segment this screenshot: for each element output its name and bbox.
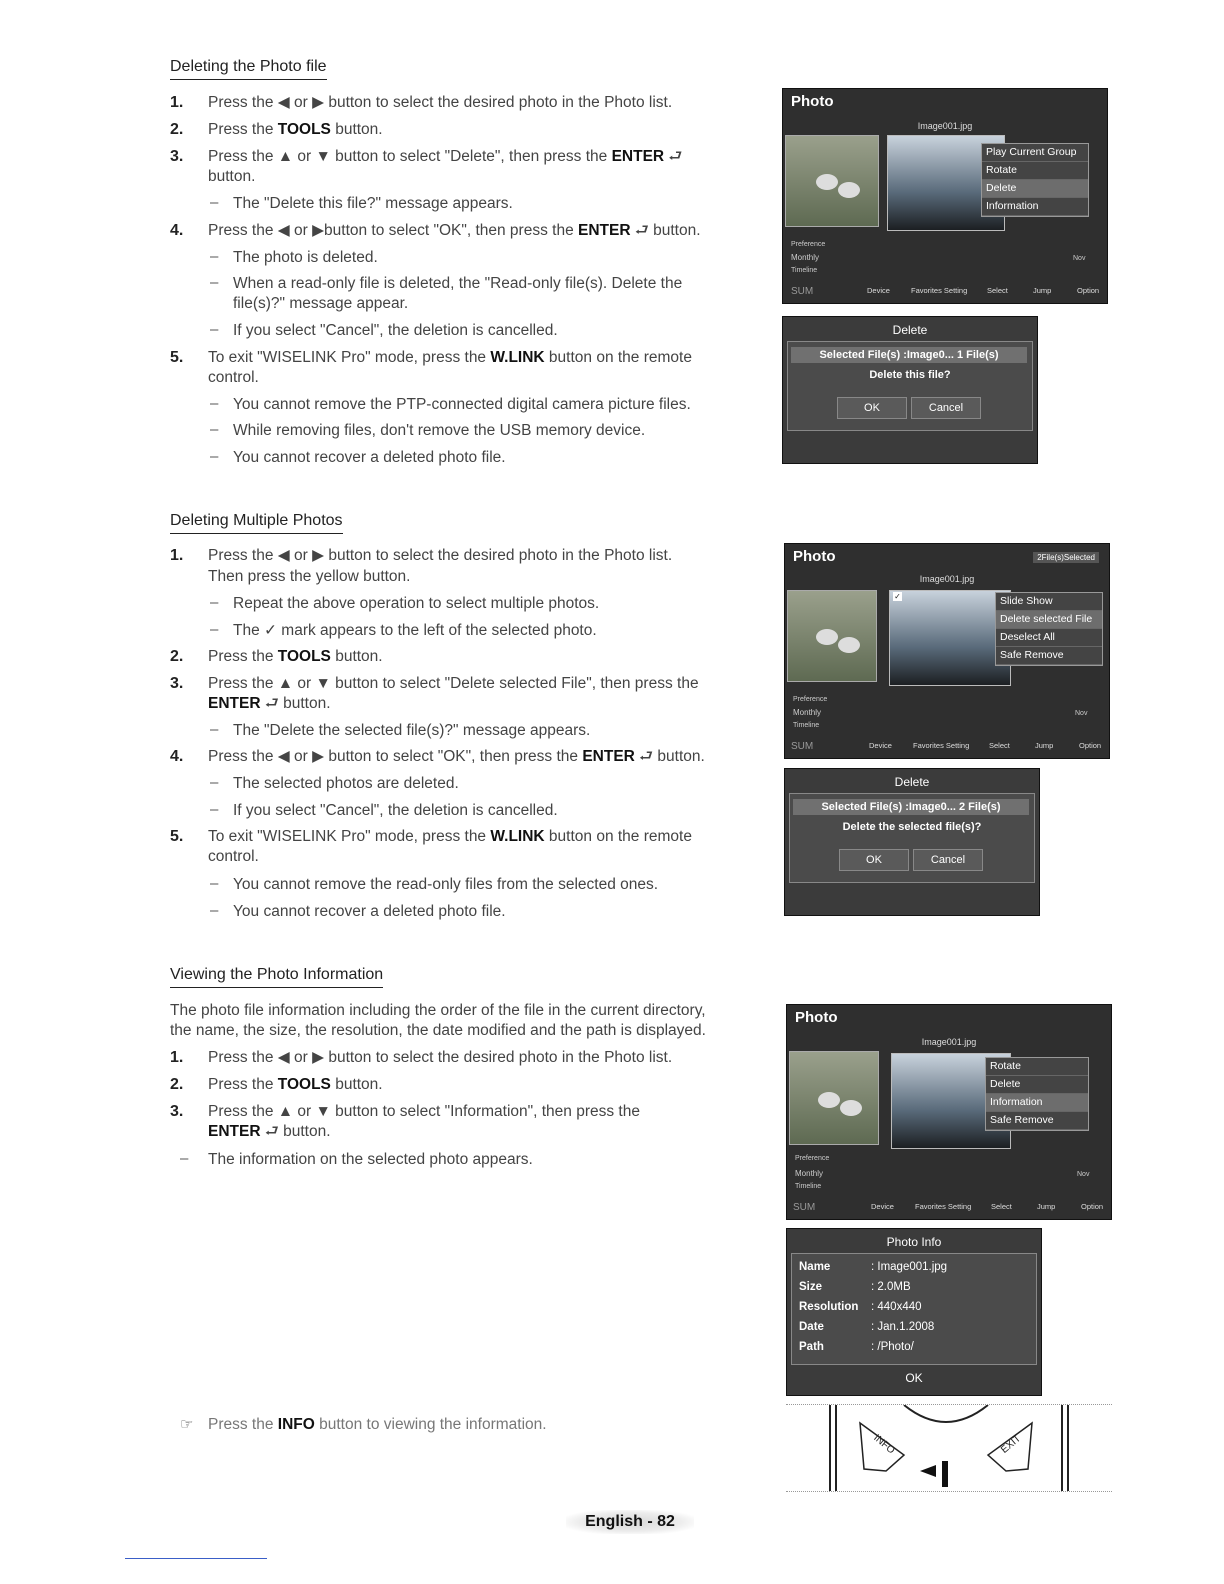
section-heading-photo-info: Viewing the Photo Information — [170, 966, 383, 988]
monthly-label: Monthly — [791, 253, 820, 262]
monthly-label: Monthly — [793, 708, 822, 717]
selected-count-badge: 2File(s)Selected — [1033, 552, 1099, 563]
section-heading-delete-photo: Deleting the Photo file — [170, 58, 327, 80]
preference-label: Preference — [791, 241, 826, 248]
exit-key-label[interactable]: EXIT — [999, 1433, 1024, 1456]
photo-thumbnail — [787, 590, 877, 682]
step-number: 3. — [170, 675, 184, 692]
delete-dialog — [784, 768, 1040, 916]
step-text: Press the ▲ or ▼ button to select "Delete selected File", then press the — [208, 675, 699, 692]
step-text: Press the ◀ or ▶ button to select the desired photo in the Photo list. — [208, 94, 673, 111]
note-dash: – — [210, 448, 219, 465]
screen-filename: Image001.jpg — [921, 1037, 977, 1047]
timeline-label: Timeline — [791, 267, 818, 274]
menu-item[interactable]: Slide Show — [996, 593, 1102, 611]
tools-menu — [981, 143, 1089, 217]
note-dash: – — [210, 721, 219, 738]
step-text: Press the ◀ or ▶ button to select the desired photo in the Photo list. — [208, 1049, 673, 1066]
note-dash: – — [210, 875, 219, 892]
menu-item[interactable]: Safe Remove — [996, 647, 1102, 665]
note-text: You cannot recover a deleted photo file. — [233, 449, 506, 466]
step-number: 3. — [170, 148, 184, 165]
note-text: The selected photos are deleted. — [233, 775, 459, 792]
menu-item[interactable]: Rotate — [982, 162, 1088, 180]
note-text: The information on the selected photo appears. — [208, 1151, 533, 1168]
tv-photo-screen — [782, 88, 1108, 304]
monthly-label: Monthly — [795, 1169, 824, 1178]
step-number: 2. — [170, 1076, 184, 1093]
screen-title: Photo — [793, 548, 836, 565]
photo-thumbnail — [785, 135, 879, 227]
step-number: 1. — [170, 547, 184, 564]
menu-item[interactable]: Information — [982, 198, 1088, 216]
note-text: The "Delete this file?" message appears. — [233, 195, 513, 212]
delete-dialog — [782, 316, 1038, 464]
note-dash: – — [210, 321, 219, 338]
step-number: 3. — [170, 1103, 184, 1120]
note-dash: – — [210, 274, 219, 291]
step-text: Press the ▲ or ▼ button to select "Delete", then press the ENTER ⮐ — [208, 148, 683, 165]
note-dash: – — [210, 194, 219, 211]
step-text: Press the TOOLS button. — [208, 1076, 383, 1093]
note-text: Repeat the above operation to select multiple photos. — [233, 595, 600, 612]
note-text: Press the INFO button to viewing the information. — [208, 1416, 547, 1433]
ok-button[interactable]: OK — [905, 1371, 923, 1385]
status-bar: SUM Device Favorites Setting Select Jump Option — [793, 1202, 1104, 1213]
info-row: Size : 2.0MB — [799, 1281, 911, 1293]
dialog-title: Delete — [894, 775, 930, 789]
photo-info-dialog — [786, 1228, 1042, 1396]
menu-item[interactable]: Delete — [986, 1076, 1088, 1094]
tv-photo-screen — [786, 1004, 1112, 1220]
photo-thumbnail — [789, 1051, 879, 1145]
note-dash: – — [210, 421, 219, 438]
note-dash: – — [180, 1150, 189, 1167]
note-dash: – — [210, 902, 219, 919]
selected-files: Selected File(s) :Image0... 1 File(s) — [791, 347, 1027, 363]
ok-button[interactable]: OK — [839, 849, 909, 871]
note-dash: – — [210, 774, 219, 791]
intro-text: The photo file information including the order of the file in the current directory, — [170, 1002, 706, 1019]
note-text: You cannot remove the read-only files from the selected ones. — [233, 876, 659, 893]
step-text: Press the ▲ or ▼ button to select "Information", then press the — [208, 1103, 640, 1120]
section-heading-delete-multiple: Deleting Multiple Photos — [170, 512, 343, 534]
screen-filename: Image001.jpg — [917, 121, 973, 131]
menu-item-selected[interactable]: Information — [986, 1094, 1088, 1112]
note-text: You cannot recover a deleted photo file. — [233, 903, 506, 920]
step-text: Press the TOOLS button. — [208, 648, 383, 665]
menu-item[interactable]: Safe Remove — [986, 1112, 1088, 1130]
step-text-cont: control. — [208, 369, 259, 386]
note-text: The ✓ mark appears to the left of the selected photo. — [233, 622, 597, 639]
info-row: Resolution : 440x440 — [799, 1301, 922, 1313]
step-text: Press the ◀ or ▶button to select "OK", then press the ENTER ⮐ button. — [208, 222, 701, 239]
step-text: Press the ◀ or ▶ button to select the desired photo in the Photo list. — [208, 547, 673, 564]
cancel-button[interactable]: Cancel — [913, 849, 983, 871]
cancel-button[interactable]: Cancel — [911, 397, 981, 419]
ok-button[interactable]: OK — [837, 397, 907, 419]
dialog-message: Delete the selected file(s)? — [842, 821, 982, 833]
note-dash: – — [210, 248, 219, 265]
tools-menu — [995, 592, 1103, 666]
step-text-cont: ENTER ⮐ button. — [208, 1123, 331, 1140]
note-dash: – — [210, 621, 219, 638]
remote-illustration — [786, 1404, 1112, 1492]
step-text-cont: button. — [208, 168, 256, 185]
month-label: Nov — [1077, 1171, 1090, 1178]
info-row: Name : Image001.jpg — [799, 1261, 948, 1273]
step-number: 4. — [170, 748, 184, 765]
menu-item-selected[interactable]: Delete selected File — [996, 611, 1102, 629]
tools-menu — [985, 1057, 1089, 1131]
note-text: If you select "Cancel", the deletion is cancelled. — [233, 802, 558, 819]
step-text: To exit "WISELINK Pro" mode, press the W.LINK button on the remote — [208, 828, 692, 845]
step-number: 1. — [170, 1049, 184, 1066]
step-number: 2. — [170, 121, 184, 138]
tv-photo-screen — [784, 543, 1110, 759]
footer-rule — [125, 1558, 267, 1559]
step-text-cont: Then press the yellow button. — [208, 568, 411, 585]
screen-title: Photo — [795, 1009, 838, 1026]
step-text-cont: ENTER ⮐ button. — [208, 695, 331, 712]
step-text: Press the TOOLS button. — [208, 121, 383, 138]
note-text: When a read-only file is deleted, the "Read-only file(s). Delete the — [233, 275, 683, 292]
step-number: 5. — [170, 349, 184, 366]
page-number: English - 82 — [566, 1510, 694, 1534]
step-text: To exit "WISELINK Pro" mode, press the W.LINK button on the remote — [208, 349, 692, 366]
dialog-message: Delete this file? — [869, 369, 951, 381]
step-text-cont: control. — [208, 848, 259, 865]
check-mark-icon: ✓ — [894, 592, 901, 601]
info-row: Path : /Photo/ — [799, 1341, 914, 1353]
selected-files: Selected File(s) :Image0... 2 File(s) — [793, 799, 1029, 815]
status-bar: SUM Device Favorites Setting Select Jump Option — [791, 741, 1102, 752]
remote-control-icon — [786, 1405, 1112, 1491]
note-text: The "Delete the selected file(s)?" message appears. — [233, 722, 591, 739]
preference-label: Preference — [795, 1155, 830, 1162]
screen-filename: Image001.jpg — [919, 574, 975, 584]
preference-label: Preference — [793, 696, 828, 703]
step-number: 1. — [170, 94, 184, 111]
note-text: The photo is deleted. — [233, 249, 378, 266]
status-bar: SUM Device Favorites Setting Select Jump Option — [791, 286, 1100, 297]
intro-text-cont: the name, the size, the resolution, the date modified and the path is displayed. — [170, 1022, 706, 1039]
step-number: 4. — [170, 222, 184, 239]
info-row: Date : Jan.1.2008 — [799, 1321, 935, 1333]
note-text: While removing files, don't remove the USB memory device. — [233, 422, 646, 439]
menu-item[interactable]: Play Current Group — [982, 144, 1088, 162]
note-dash: – — [210, 594, 219, 611]
note-dash: – — [210, 801, 219, 818]
month-label: Nov — [1073, 255, 1086, 262]
step-text: Press the ◀ or ▶ button to select "OK", then press the ENTER ⮐ button. — [208, 748, 705, 765]
note-text: You cannot remove the PTP-connected digital camera picture files. — [233, 396, 691, 413]
menu-item[interactable]: Deselect All — [996, 629, 1102, 647]
note-icon: ☞ — [180, 1416, 194, 1433]
timeline-label: Timeline — [795, 1183, 822, 1190]
menu-item[interactable]: Rotate — [986, 1058, 1088, 1076]
note-text-cont: file(s)?" message appear. — [233, 295, 409, 312]
timeline-label: Timeline — [793, 722, 820, 729]
info-key-label[interactable]: INFO — [871, 1432, 897, 1457]
month-label: Nov — [1075, 710, 1088, 717]
dialog-title: Photo Info — [886, 1235, 942, 1249]
photo-info-table — [799, 1257, 1029, 1357]
step-number: 2. — [170, 648, 184, 665]
note-dash: – — [210, 395, 219, 412]
photo-preview — [889, 590, 1011, 686]
screen-title: Photo — [791, 93, 834, 110]
note-text: If you select "Cancel", the deletion is cancelled. — [233, 322, 558, 339]
step-number: 5. — [170, 828, 184, 845]
menu-item-selected[interactable]: Delete — [982, 180, 1088, 198]
dialog-title: Delete — [892, 323, 928, 337]
